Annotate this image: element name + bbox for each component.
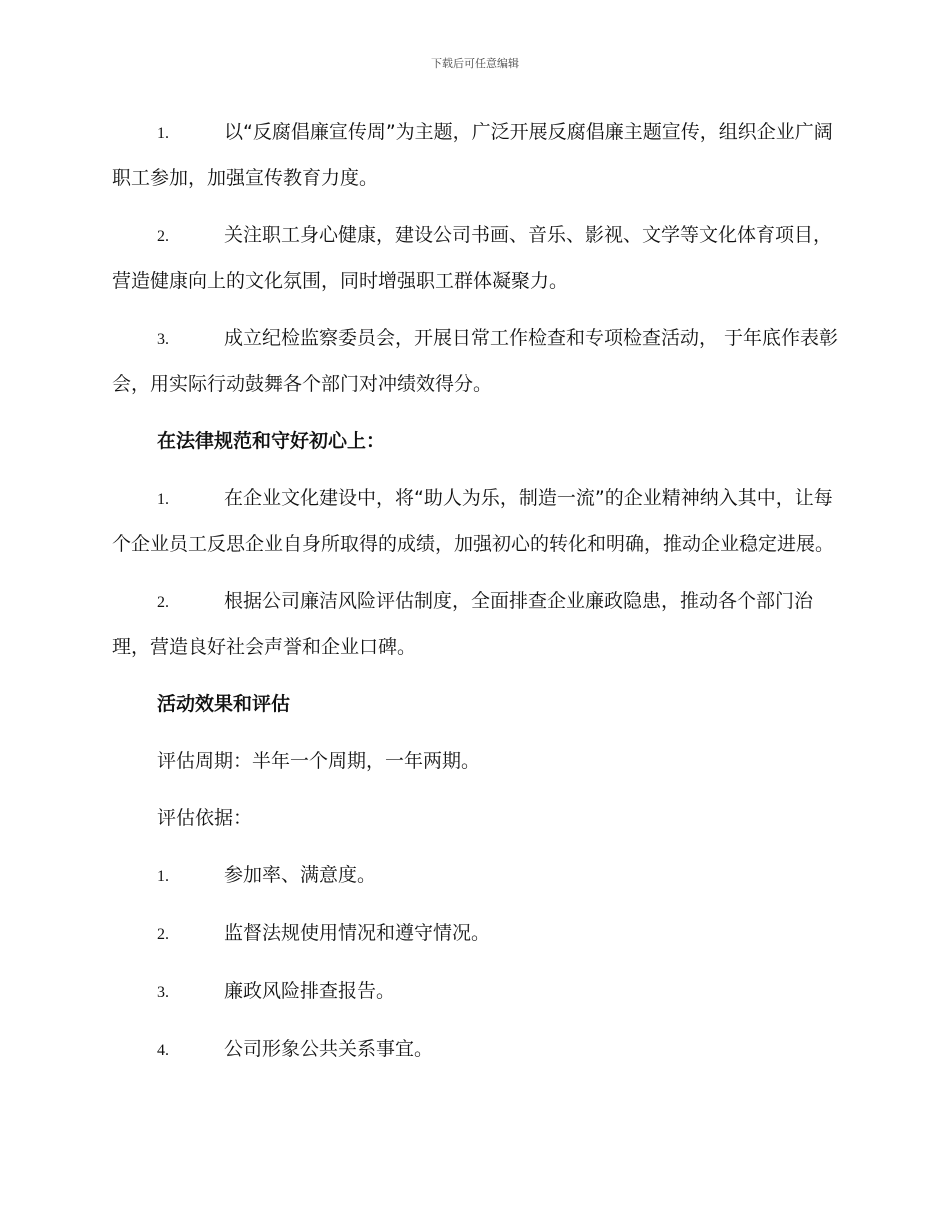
list-text: 廉政风险排查报告。 — [224, 980, 396, 1002]
list-item — [112, 110, 840, 201]
list-text: 公司形象公共关系事宜。 — [224, 1038, 434, 1060]
list-number: 2. — [157, 228, 169, 245]
list-text: 根据公司廉洁风险评估制度，全面排查企业廉政隐患，推动各个部门治理，营造良好社会声誉和企业口碑。 — [112, 590, 814, 658]
document-body — [112, 110, 840, 1085]
list-number: 3. — [157, 984, 169, 1001]
list-number: 2. — [157, 594, 169, 611]
list-number: 3. — [157, 331, 169, 348]
list-item — [112, 853, 840, 899]
list-text: 监督法规使用情况和遵守情况。 — [224, 922, 491, 944]
list-item — [112, 911, 840, 957]
list-text: 参加率、满意度。 — [224, 864, 377, 886]
header-note: 下载后可任意编辑 — [431, 57, 519, 70]
list-number: 1. — [157, 491, 169, 508]
list-text: 以“反腐倡廉宣传周”为主题，广泛开展反腐倡廉主题宣传，组织企业广阔职工参加，加强宣传教育力度。 — [112, 121, 833, 189]
list-item — [112, 213, 840, 304]
section-heading-law: 在法律规范和守好初心上： — [157, 430, 386, 452]
list-item — [112, 476, 840, 567]
list-number: 1. — [157, 125, 169, 142]
eval-period: 评估周期：半年一个周期，一年两期。 — [157, 750, 481, 772]
list-text: 在企业文化建设中，将“助人为乐，制造一流”的企业精神纳入其中，让每个企业员工反思企业自身所取得的成绩，加强初心的转化和明确，推动企业稳定进展。 — [112, 487, 835, 555]
list-text: 关注职工身心健康，建设公司书画、音乐、影视、文学等文化体育项目，营造健康向上的文化氛围，同时增强职工群体凝聚力。 — [112, 224, 833, 292]
list-item — [112, 579, 840, 670]
section-heading-evaluation: 活动效果和评估 — [157, 693, 291, 715]
list-number: 2. — [157, 926, 169, 943]
list-number: 1. — [157, 868, 169, 885]
eval-basis: 评估依据： — [157, 807, 253, 829]
list-number: 4. — [157, 1042, 169, 1059]
list-item — [112, 1027, 840, 1073]
list-item — [112, 969, 840, 1015]
list-item — [112, 316, 840, 407]
list-text: 成立纪检监察委员会，开展日常工作检查和专项检查活动， 于年底作表彰会，用实际行动鼓舞各个部门对冲绩效得分。 — [112, 327, 839, 395]
